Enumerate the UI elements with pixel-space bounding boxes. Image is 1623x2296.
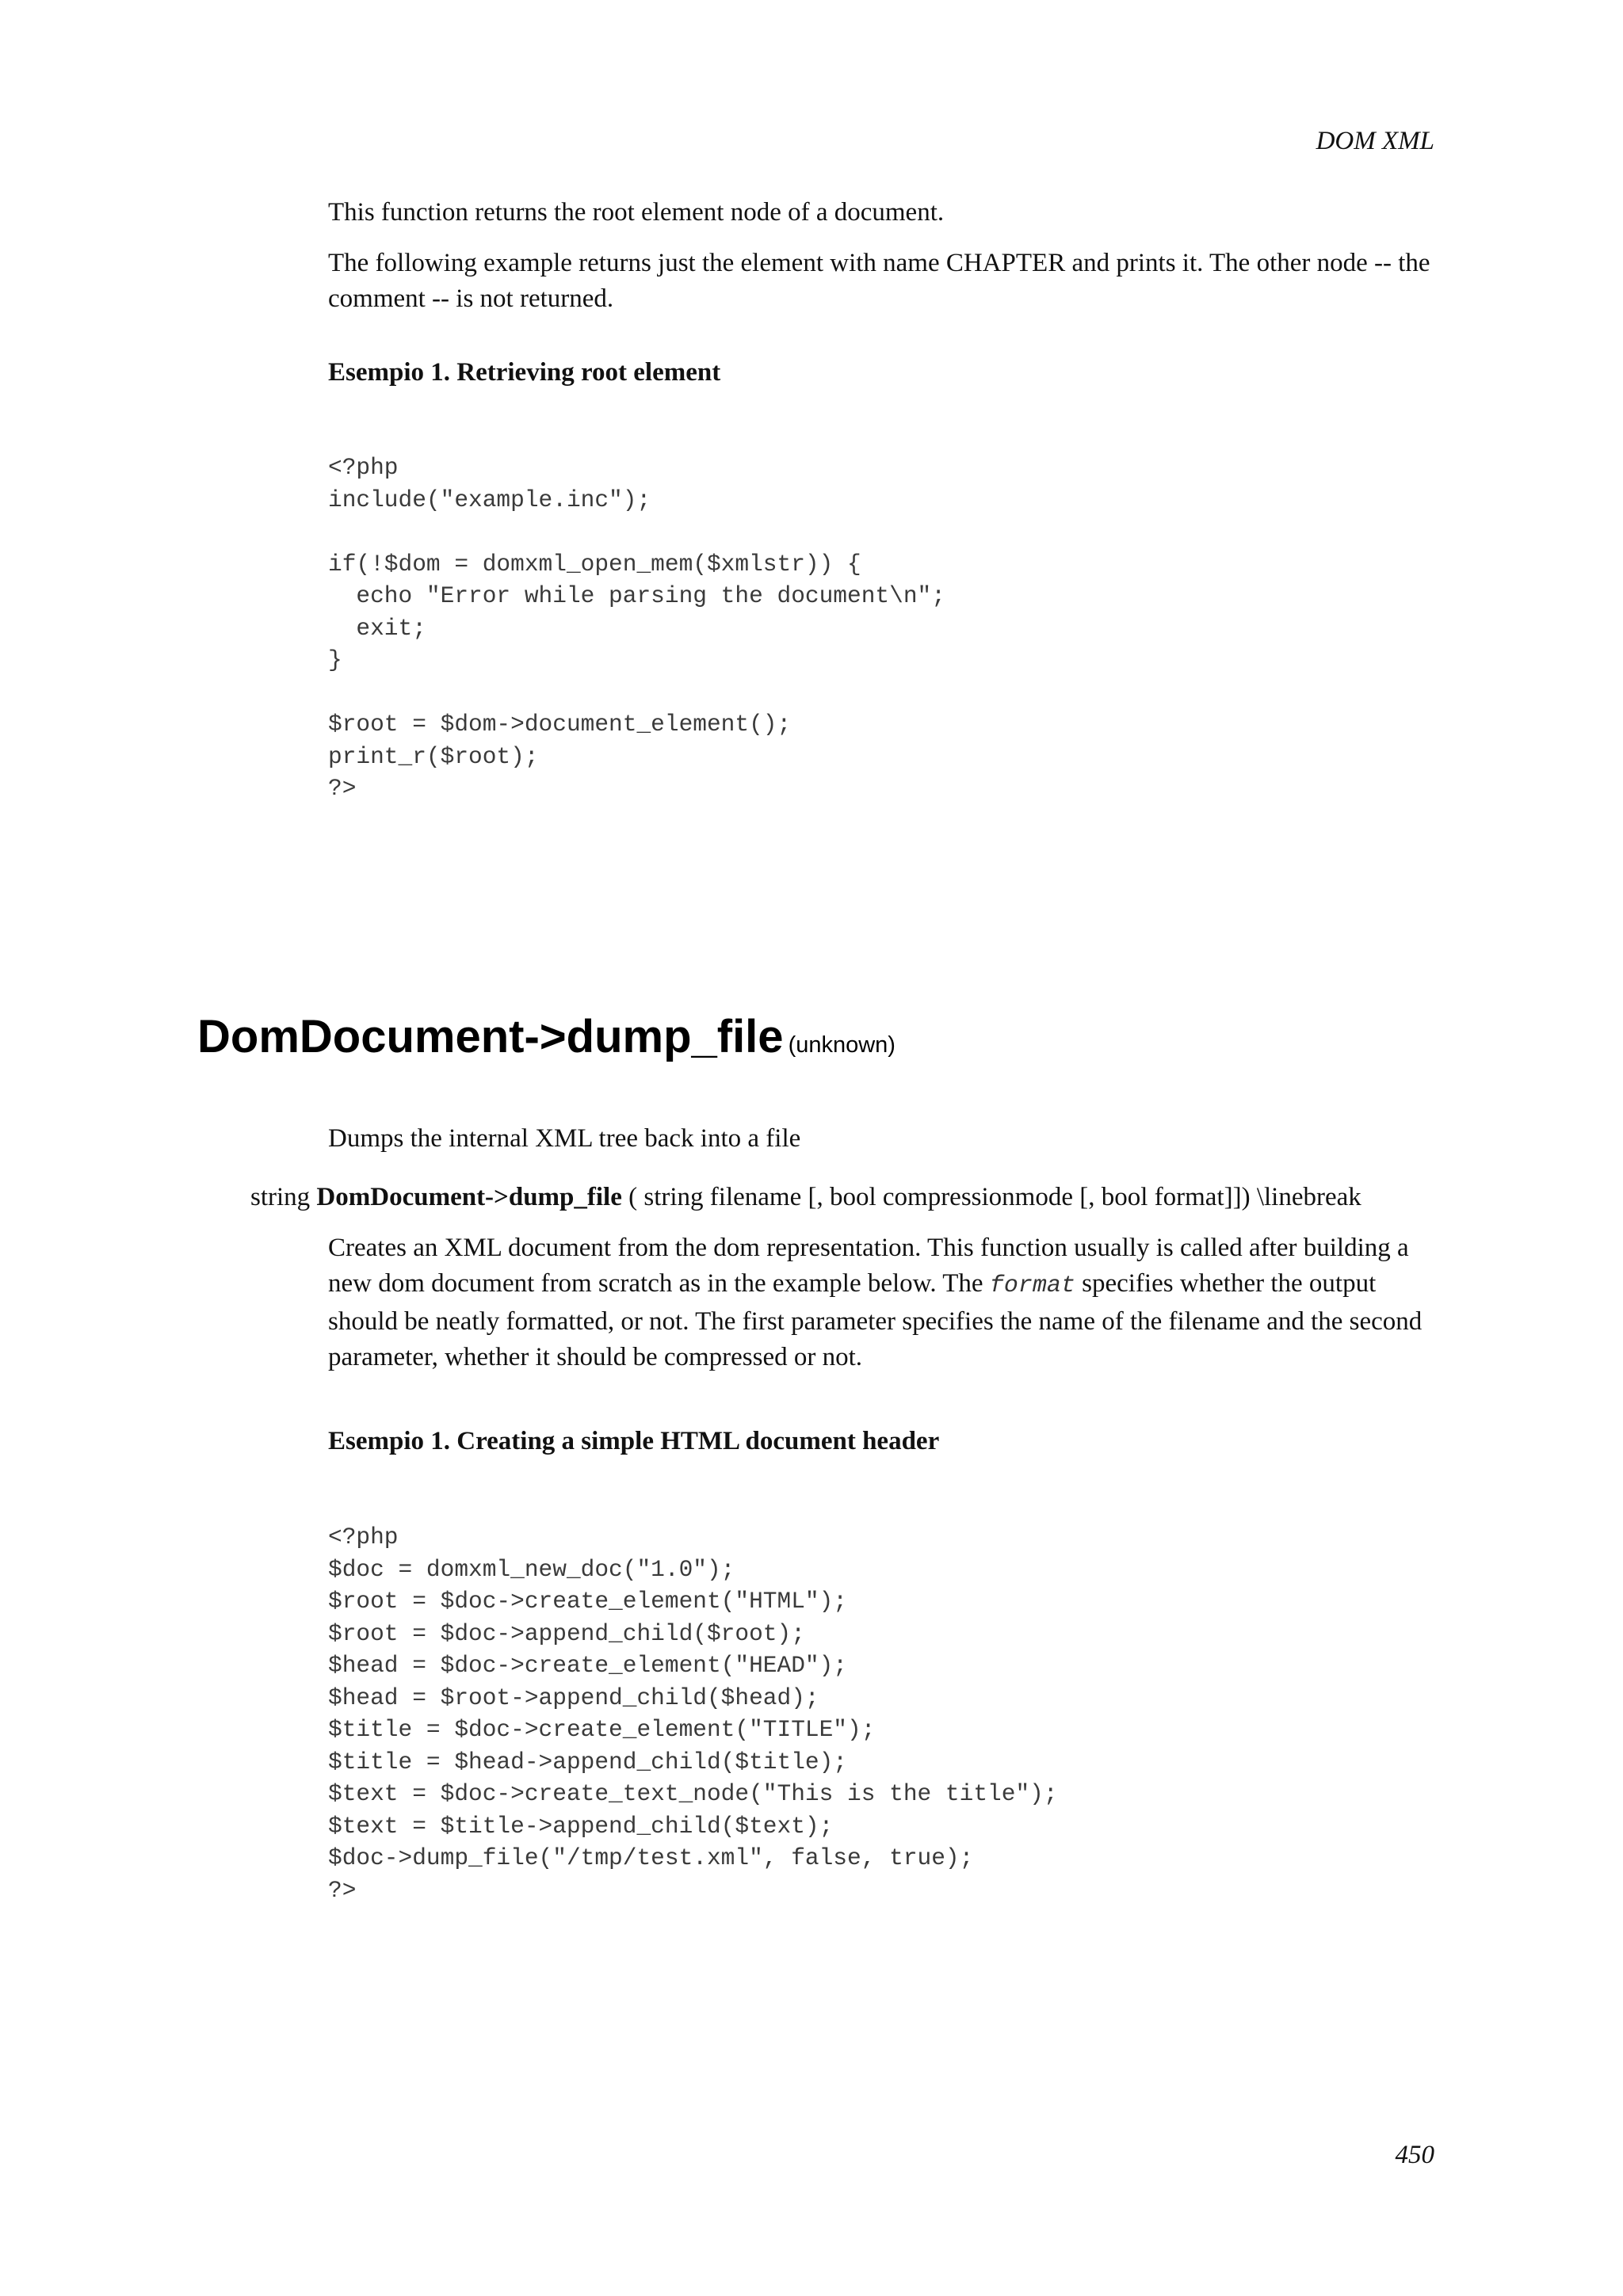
section-heading-text: DomDocument->dump_file: [197, 1011, 784, 1062]
synopsis-params: ( string filename [, bool compressionmode [, bool format]]) \linebreak: [628, 1183, 1361, 1211]
running-header: DOM XML: [1316, 127, 1434, 155]
example-1-code: <?php include("example.inc"); if(!$dom = domxml_open_mem($xmlstr)) { echo "Error while parsing the document\n"; exit; } $root = $dom->document_element(); print_r($root); ?>: [328, 454, 945, 802]
section-heading-tag: (unknown): [788, 1032, 896, 1058]
example-1-title: Esempio 1. Retrieving root element: [328, 358, 721, 387]
function-synopsis: [250, 1183, 1361, 1212]
description-param: format: [989, 1272, 1075, 1299]
synopsis-return-type: string: [250, 1183, 311, 1211]
intro-paragraph-2: The following example returns just the element with name CHAPTER and prints it. The other node -- the comment -- is not returned.: [328, 249, 1430, 313]
example-2-code: <?php $doc = domxml_new_doc("1.0"); $root = $doc->create_element("HTML"); $root = $doc->append_child($root); $head = $doc->create_element("HEAD"); $head = $root->append_child($head); $title = $doc->create_element("TITLE"); $title = $head->append_child($title); $text = $doc->create_text_node("This is the title"); $text = $title->append_child($text); $doc->dump_file("/tmp/test.xml", false, true); ?>: [328, 1524, 1058, 1904]
page-number: 450: [1395, 2141, 1434, 2169]
description-text-after: specifies whether the output should be neatly formatted, or not. The first parameter specifies the name of the filename and the second parameter, whether it should be compressed or not.: [328, 1269, 1423, 1371]
intro-paragraph-1: This function returns the root element node of a document.: [328, 198, 945, 227]
section-summary: Dumps the internal XML tree back into a file: [328, 1124, 801, 1153]
description-text-before: Creates an XML document from the dom representation. This function usually is called after building a new dom document from scratch as in the example below. The: [328, 1234, 1409, 1298]
section-heading: [197, 1010, 896, 1063]
synopsis-function-name: DomDocument->dump_file: [316, 1183, 622, 1211]
section-description: [328, 1230, 1438, 1375]
example-2-title: Esempio 1. Creating a simple HTML document header: [328, 1427, 940, 1455]
